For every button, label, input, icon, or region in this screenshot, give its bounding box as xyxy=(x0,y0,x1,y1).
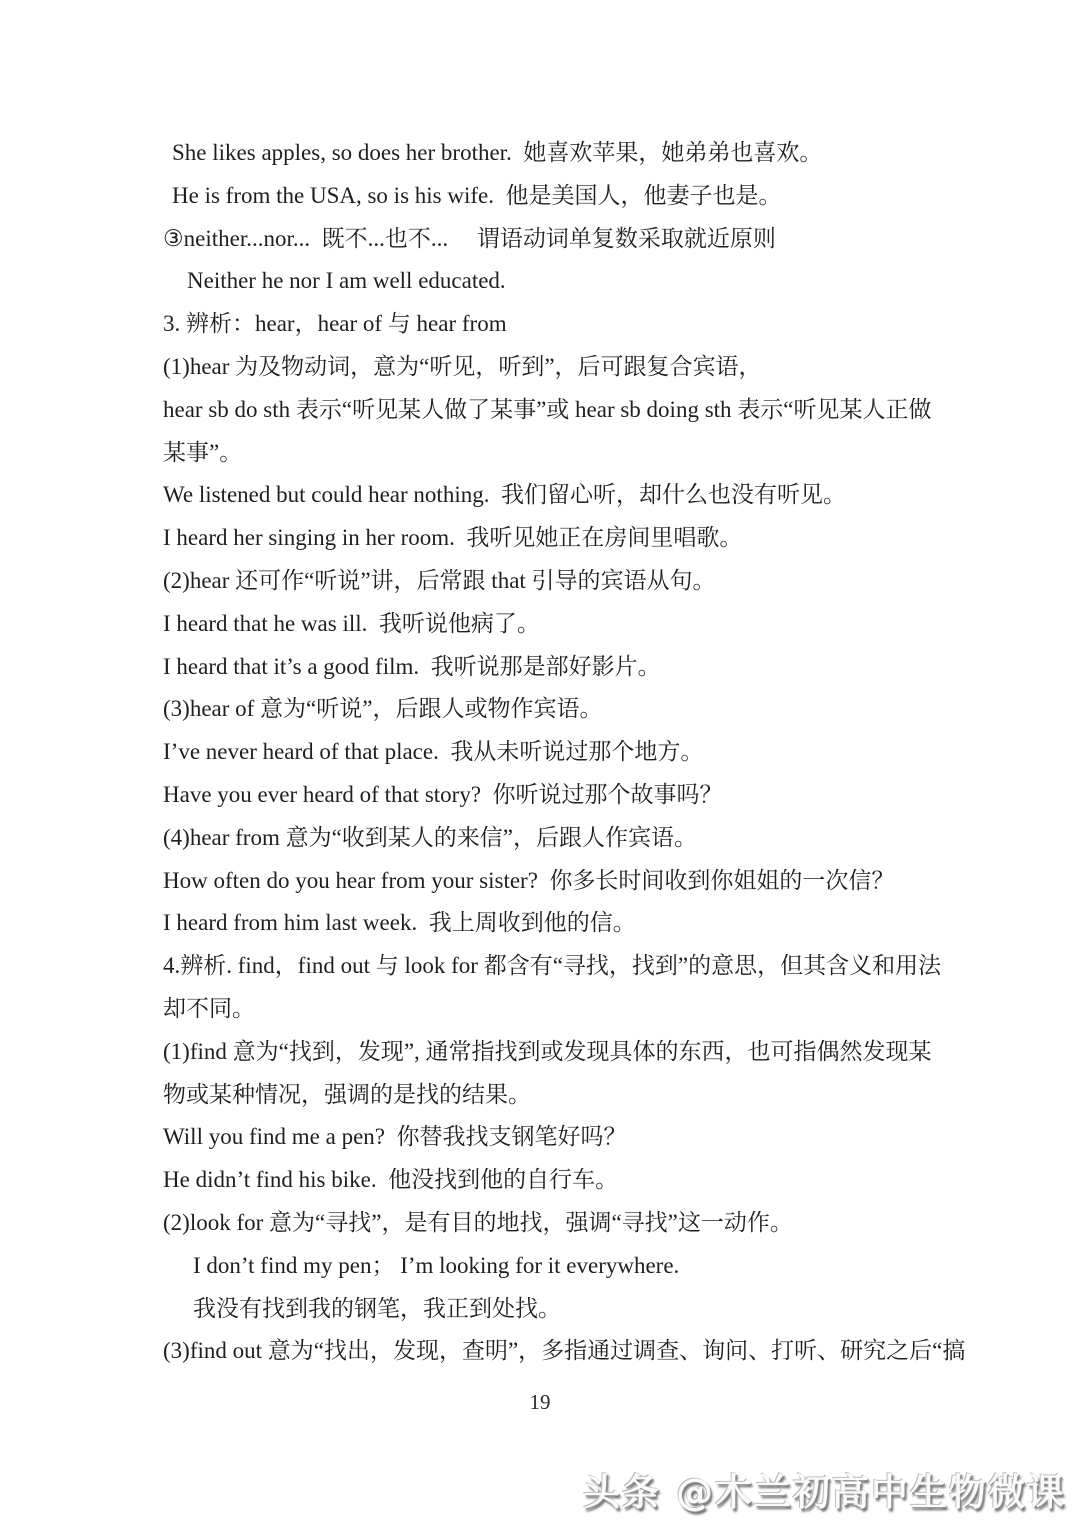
text-line: We listened but could hear nothing. 我们留心听，却什么也没有听见。 xyxy=(163,482,846,508)
document-body xyxy=(163,132,966,1373)
text-line: I heard her singing in her room. 我听见她正在房间里唱歌。 xyxy=(163,525,743,551)
text-line: (4)hear from 意为“收到某人的来信”，后跟人作宾语。 xyxy=(163,824,698,850)
text-line: He is from the USA, so is his wife. 他是美国人，他妻子也是。 xyxy=(172,182,782,208)
text-line: 3. 辨析：hear，hear of 与 hear from xyxy=(163,311,507,337)
text-line: (1)hear 为及物动词，意为“听见，听到”，后可跟复合宾语， xyxy=(163,353,762,379)
text-line: (1)find 意为“找到，发现”, 通常指找到或发现具体的东西，也可指偶然发现某 xyxy=(163,1038,932,1064)
text-line: Neither he nor I am well educated. xyxy=(187,268,506,294)
text-line: 我没有找到我的钢笔，我正到处找。 xyxy=(193,1295,561,1321)
text-line: (2)hear 还可作“听说”讲，后常跟 that 引导的宾语从句。 xyxy=(163,567,716,593)
text-line: hear sb do sth 表示“听见某人做了某事”或 hear sb doing sth 表示“听见某人正做 xyxy=(163,396,932,422)
text-line: How often do you hear from your sister? 你多长时间收到你姐姐的一次信？ xyxy=(163,867,895,893)
text-line: 某事”。 xyxy=(163,439,243,465)
text-line: (3)hear of 意为“听说”，后跟人或物作宾语。 xyxy=(163,696,603,722)
text-line: I heard that it’s a good film. 我听说那是部好影片。 xyxy=(163,653,661,679)
text-line: 物或某种情况，强调的是找的结果。 xyxy=(163,1081,531,1107)
text-line: Will you find me a pen? 你替我找支钢笔好吗？ xyxy=(163,1124,627,1150)
text-line: He didn’t find his bike. 他没找到他的自行车。 xyxy=(163,1167,619,1193)
text-line: 却不同。 xyxy=(163,995,255,1021)
page-number: 19 xyxy=(529,1390,551,1414)
text-line: Have you ever heard of that story? 你听说过那个故事吗？ xyxy=(163,781,723,807)
text-line: (2)look for 意为“寻找”，是有目的地找，强调“寻找”这一动作。 xyxy=(163,1209,793,1235)
text-line: (3)find out 意为“找出，发现，查明”，多指通过调查、询问、打听、研究之后“搞 xyxy=(163,1338,966,1364)
text-line: ③neither...nor... 既不...也不... 谓语动词单复数采取就近原则 xyxy=(163,225,776,251)
text-line: I don’t find my pen； I’m looking for it everywhere. xyxy=(193,1252,680,1278)
text-line: I’ve never heard of that place. 我从未听说过那个地方。 xyxy=(163,739,704,765)
text-line: I heard from him last week. 我上周收到他的信。 xyxy=(163,910,636,936)
text-line: I heard that he was ill. 我听说他病了。 xyxy=(163,610,540,636)
text-line: 4.辨析. find，find out 与 look for 都含有“寻找，找到”的意思，但其含义和用法 xyxy=(163,953,942,979)
watermark: 头条 @木兰初高中生物微课 xyxy=(583,1471,1066,1514)
text-line: She likes apples, so does her brother. 她喜欢苹果，她弟弟也喜欢。 xyxy=(172,140,823,165)
